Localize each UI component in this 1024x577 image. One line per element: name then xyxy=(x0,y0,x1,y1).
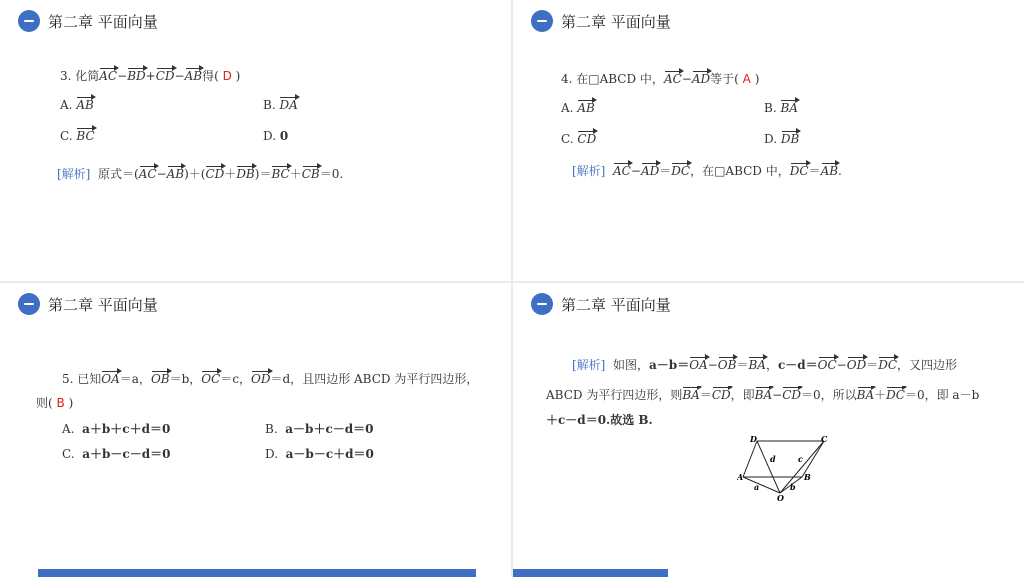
chapter-title: 第二章 平面向量 xyxy=(48,295,158,314)
slide-header xyxy=(531,9,671,33)
label-D: D xyxy=(750,434,757,444)
slide-header xyxy=(531,292,671,316)
option-a: A. AB xyxy=(60,98,94,112)
label-C: C xyxy=(821,434,828,444)
analysis-label: [解析] xyxy=(572,358,606,372)
option-b: B. DA xyxy=(263,98,298,112)
slide-4 xyxy=(513,283,1024,577)
label-O: O xyxy=(777,493,784,501)
slide-3 xyxy=(0,283,511,577)
question-4: 4. 在□ABCD 中，AC−AD等于( A ) xyxy=(561,72,760,86)
question-3: 3. 化简AC−BD+CD−AB得( D ) xyxy=(60,69,241,83)
minus-icon xyxy=(531,293,553,315)
analysis-line-2: ABCD 为平行四边形，则BA＝CD，即BA−CD＝0，所以BA＋DC＝0，即 a－b xyxy=(546,388,980,402)
option-c: C. BC xyxy=(60,129,95,143)
label-d: d xyxy=(770,454,776,464)
option-d: D. a－b－c＋d＝0 xyxy=(265,447,374,461)
option-a: A. a＋b＋c＋d＝0 xyxy=(62,422,171,436)
footer-bar xyxy=(513,569,668,577)
label-b: b xyxy=(790,482,796,492)
analysis-line-3: ＋c－d＝0.故选 B. xyxy=(546,413,653,427)
chapter-title: 第二章 平面向量 xyxy=(561,12,671,31)
label-A: A xyxy=(737,472,744,482)
analysis: [解析] AC−AD＝DC，在□ABCD 中，DC＝AB. xyxy=(572,164,842,178)
option-c: C. CD xyxy=(561,132,597,146)
slide-header xyxy=(18,9,158,33)
question-5-line-1: 5. 已知OA＝a，OB＝b，OC＝c，OD＝d，且四边形 ABCD 为平行四边形， xyxy=(62,372,479,386)
option-a: A. AB xyxy=(561,101,595,115)
label-c: c xyxy=(798,454,803,464)
chapter-title: 第二章 平面向量 xyxy=(561,295,671,314)
slide-header xyxy=(18,292,158,316)
analysis-label: [解析] xyxy=(572,164,606,178)
analysis-line-1: [解析] 如图，a－b＝OA−OB＝BA，c－d＝OC−OD＝DC，又四边形 xyxy=(572,358,958,372)
option-d: D. DB xyxy=(764,132,800,146)
footer-bar xyxy=(38,569,476,577)
option-d: D. 0 xyxy=(263,129,289,143)
option-c: C. a＋b－c－d＝0 xyxy=(62,447,171,461)
answer-letter: D xyxy=(222,69,232,83)
answer-letter: A xyxy=(742,72,751,86)
slide-1 xyxy=(0,0,511,281)
analysis: [解析] 原式＝(AC−AB)＋(CD＋DB)＝BC＋CB＝0. xyxy=(57,167,344,181)
minus-icon xyxy=(531,10,553,32)
slide-2 xyxy=(513,0,1024,281)
label-a: a xyxy=(754,482,760,492)
minus-icon xyxy=(18,10,40,32)
answer-letter: B xyxy=(56,396,65,410)
parallelogram-figure xyxy=(737,433,829,501)
chapter-title: 第二章 平面向量 xyxy=(48,12,158,31)
question-5-line-2: 则( B ) xyxy=(36,396,74,410)
option-b: B. BA xyxy=(764,101,798,115)
option-b: B. a－b＋c－d＝0 xyxy=(265,422,374,436)
label-B: B xyxy=(804,472,811,482)
analysis-label: [解析] xyxy=(57,167,91,181)
minus-icon xyxy=(18,293,40,315)
